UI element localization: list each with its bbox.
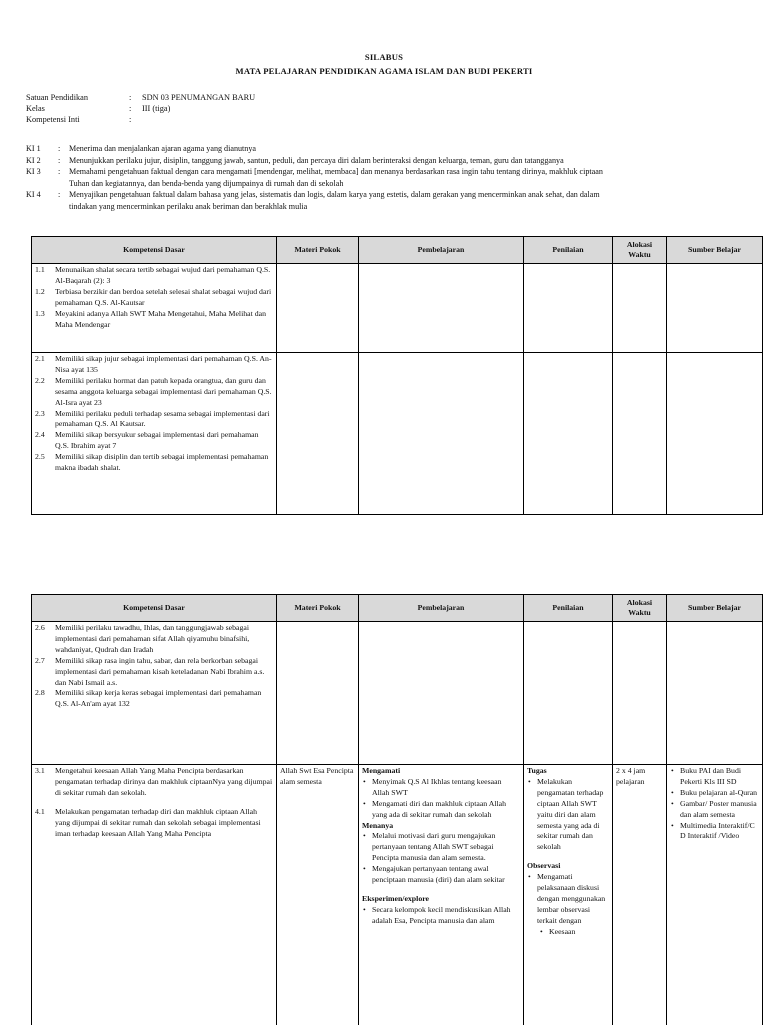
ki-text: Memahami pengetahuan faktual dengan cara mengamati [mendengar, melihat, membaca] dan menanya berdasarkan rasa ingin tahu tentang dirinya, makhluk ciptaan bbox=[69, 167, 603, 177]
penilaian-cell bbox=[524, 264, 613, 353]
header-kompetensi-dasar: Kompetensi Dasar bbox=[32, 237, 277, 264]
tugas-heading: Tugas bbox=[527, 766, 547, 775]
list-item: • Melakukan pengamatan terhadap ciptaan Allah SWT yaitu diri dan alam semesta yang ada di sekitar rumah dan sekolah bbox=[537, 777, 609, 853]
kd-number: 2.3 bbox=[35, 408, 45, 418]
table-row bbox=[32, 765, 763, 1025]
kd-text: Memiliki perilaku peduli terhadap sesama sebagai implementasi dari pemahaman Q.S. Al Kautsar. bbox=[55, 408, 270, 429]
list-item: • Mengamati pelaksanaan diskusi dengan menggunakan lembar observasi terkait dengan bbox=[537, 872, 609, 927]
syllabus-table-1 bbox=[31, 236, 763, 515]
list-item: • Mengajukan pertanyaan tentang awal penciptaan manusia (diri) dan alam sekitar bbox=[372, 864, 520, 886]
pembelajaran-cell bbox=[359, 264, 524, 353]
kd-item bbox=[35, 265, 273, 287]
kd-text: Memiliki perilaku hormat dan patuh kepada orangtua, dan guru dan sesama anggota keluarga sebagai implementasi dari pemahaman Q.S. Al-Isra ayat 23 bbox=[55, 375, 272, 407]
ki-sep: : bbox=[58, 155, 61, 165]
kd-number: 4.1 bbox=[35, 806, 45, 816]
ki-row bbox=[26, 189, 746, 212]
alokasi-cell bbox=[613, 264, 667, 353]
meta-sep: : bbox=[129, 115, 132, 124]
table-row bbox=[32, 622, 763, 765]
kd-item bbox=[35, 430, 273, 452]
meta-key: Satuan Pendidikan bbox=[26, 93, 88, 102]
kd-number: 1.3 bbox=[35, 308, 45, 318]
kd-item bbox=[35, 376, 273, 409]
materi-cell bbox=[277, 353, 359, 515]
kd-item bbox=[35, 656, 273, 689]
materi-cell bbox=[277, 264, 359, 353]
kd-number: 1.2 bbox=[35, 286, 45, 296]
sumber-cell bbox=[667, 353, 763, 515]
penilaian-cell bbox=[524, 765, 613, 1025]
meta-row bbox=[26, 114, 255, 125]
sumber-cell bbox=[667, 622, 763, 765]
ki-text: tindakan yang mencerminkan perilaku anak beriman dan berakhlak mulia bbox=[69, 201, 308, 211]
doc-subtitle: MATA PELAJARAN PENDIDIKAN AGAMA ISLAM DAN BUDI PEKERTI bbox=[235, 66, 533, 76]
ki-key: KI 3 bbox=[26, 167, 41, 177]
kd-number: 2.6 bbox=[35, 623, 45, 632]
alokasi-cell bbox=[613, 353, 667, 515]
kd-text: Memiliki sikap disiplin dan tertib sebagai implementasi pemahaman makna ibadah shalat. bbox=[55, 452, 269, 473]
kd-item bbox=[35, 623, 273, 656]
kd-item bbox=[35, 354, 273, 376]
observasi-heading: Observasi bbox=[527, 861, 561, 871]
eksperimen-heading: Eksperimen/explore bbox=[362, 893, 429, 903]
header-penilaian: Penilaian bbox=[524, 237, 613, 264]
meta-row bbox=[26, 103, 255, 114]
kd-cell bbox=[32, 264, 277, 353]
identity-block bbox=[26, 92, 255, 125]
kompetensi-inti-list bbox=[26, 143, 746, 213]
list-item: • Secara kelompok kecil mendiskusikan Allah adalah Esa, Pencipta manusia dan alam bbox=[372, 905, 520, 927]
penilaian-cell bbox=[524, 353, 613, 515]
mengamati-heading: Mengamati bbox=[362, 766, 401, 775]
table-row bbox=[32, 264, 763, 353]
syllabus-table-2 bbox=[31, 594, 763, 1025]
ki-sep: : bbox=[58, 167, 61, 177]
kd-number: 3.1 bbox=[35, 766, 45, 775]
header-pembelajaran: Pembelajaran bbox=[359, 595, 524, 622]
ki-key: KI 2 bbox=[26, 155, 41, 165]
alokasi-waktu-text: 2 x 4 jam pelajaran bbox=[616, 766, 646, 786]
meta-sep: : bbox=[129, 93, 132, 102]
kd-text: Terbiasa berzikir dan berdoa setelah selesai shalat sebagai wujud dari pemahaman Q.S. Al-Kautsar bbox=[55, 286, 272, 307]
meta-key: Kelas bbox=[26, 104, 45, 113]
kd-item bbox=[35, 287, 273, 309]
kd-number: 2.7 bbox=[35, 655, 45, 665]
kd-number: 2.1 bbox=[35, 354, 45, 363]
meta-sep: : bbox=[129, 104, 132, 113]
header-materi-pokok: Materi Pokok bbox=[277, 237, 359, 264]
menanya-heading: Menanya bbox=[362, 820, 394, 830]
list-item: • Melalui motivasi dari guru mengajukan pertanyaan tentang Allah SWT sebagai Pencipta manusia dan alam semesta. bbox=[372, 831, 520, 864]
list-item: • Mengamati diri dan makhluk ciptaan Allah yang ada di sekitar rumah dan sekolah bbox=[372, 799, 520, 821]
alokasi-cell bbox=[613, 765, 667, 1025]
kd-item bbox=[35, 309, 273, 331]
list-item: • Buku PAI dan Budi Pekerti Kls III SD bbox=[680, 766, 759, 788]
meta-key: Kompetensi Inti bbox=[26, 115, 80, 124]
header-sumber-belajar: Sumber Belajar bbox=[667, 595, 763, 622]
ki-key: KI 4 bbox=[26, 190, 41, 200]
list-item: • Multimedia Interaktif/C D Interaktif /Video bbox=[680, 821, 759, 843]
header-alokasi-waktu: Alokasi Waktu bbox=[613, 237, 667, 264]
alokasi-cell bbox=[613, 622, 667, 765]
materi-pokok-text: Allah Swt Esa Pencipta alam semesta bbox=[280, 766, 354, 786]
kd-cell bbox=[32, 622, 277, 765]
kd-cell bbox=[32, 353, 277, 515]
kd-item bbox=[35, 807, 273, 840]
kd-text: Memiliki sikap rasa ingin tahu, sabar, dan rela berkorban sebagai implementasi dari pemahaman kisah keteladanan Nabi Ibrahim a.s. dan Nabi Ismail a.s. bbox=[55, 655, 265, 687]
materi-cell bbox=[277, 622, 359, 765]
kd-number: 2.2 bbox=[35, 375, 45, 385]
kd-item bbox=[35, 688, 273, 710]
doc-title: SILABUS bbox=[364, 52, 404, 62]
kd-number: 2.5 bbox=[35, 452, 45, 462]
kd-text: Meyakini adanya Allah SWT Maha Mengetahui, Maha Melihat dan Maha Mendengar bbox=[55, 308, 266, 329]
header-kompetensi-dasar: Kompetensi Dasar bbox=[32, 595, 277, 622]
sumber-cell bbox=[667, 765, 763, 1025]
kd-cell bbox=[32, 765, 277, 1025]
ki-row bbox=[26, 143, 746, 155]
kd-text: Melakukan pengamatan terhadap diri dan makhluk ciptaan Allah yang dijumpai di sekitar rumah dan sekolah sebagai implementasi iman terhadap keesaan Allah Yang Maha Pencipta bbox=[55, 806, 261, 838]
kd-text: Memiliki perilaku tawadhu, Ihlas, dan tanggungjawab sebagai implementasi dari pemahaman sifat Allah qiyamuhu binafsihi, wahdaniyat, Qudrah dan Iradah bbox=[55, 623, 250, 654]
header-materi-pokok: Materi Pokok bbox=[277, 595, 359, 622]
pembelajaran-cell bbox=[359, 353, 524, 515]
header-pembelajaran: Pembelajaran bbox=[359, 237, 524, 264]
table-row bbox=[32, 353, 763, 515]
header-alokasi-waktu: Alokasi Waktu bbox=[613, 595, 667, 622]
list-item: • Gambar/ Poster manusia dan alam semesta bbox=[680, 799, 759, 821]
ki-key: KI 1 bbox=[26, 144, 41, 153]
meta-value: III (tiga) bbox=[142, 104, 171, 113]
kd-text: Memiliki sikap bersyukur sebagai implementasi dari pemahaman Q.S. Ibrahim ayat 7 bbox=[55, 430, 259, 451]
kd-number: 2.8 bbox=[35, 688, 45, 698]
ki-row bbox=[26, 155, 746, 167]
ki-text: Menunjukkan perilaku jujur, disiplin, tanggung jawab, santun, peduli, dan percaya diri dalam berinteraksi dengan keluarga, teman, guru dan tatangganya bbox=[69, 155, 564, 165]
meta-row bbox=[26, 92, 255, 103]
header-penilaian: Penilaian bbox=[524, 595, 613, 622]
ki-sep: : bbox=[58, 144, 61, 153]
meta-value: SDN 03 PENUMANGAN BARU bbox=[142, 93, 256, 102]
list-item: • Menyimak Q.S Al Ikhlas tentang keesaan Allah SWT bbox=[372, 777, 520, 799]
kd-text: Memiliki sikap jujur sebagai implementasi dari pemahaman Q.S. An-Nisa ayat 135 bbox=[55, 354, 272, 374]
sumber-cell bbox=[667, 264, 763, 353]
kd-item bbox=[35, 766, 273, 799]
materi-cell bbox=[277, 765, 359, 1025]
pembelajaran-cell bbox=[359, 765, 524, 1025]
kd-number: 2.4 bbox=[35, 430, 45, 440]
ki-sep: : bbox=[58, 190, 61, 200]
kd-text: Memiliki sikap kerja keras sebagai implementasi dari pemahaman Q.S. Al-An'am ayat 132 bbox=[55, 688, 262, 709]
kd-text: Mengetahui keesaan Allah Yang Maha Pencipta berdasarkan pengamatan terhadap dirinya dan makhluk ciptaanNya yang dijumpai di sekitar rumah dan sekolah. bbox=[55, 766, 273, 797]
pembelajaran-cell bbox=[359, 622, 524, 765]
ki-text: Tuhan dan kegiatannya, dan benda-benda yang dijumpainya di rumah dan di sekolah bbox=[69, 178, 344, 188]
list-item: • Keesaan bbox=[549, 927, 609, 938]
ki-row bbox=[26, 166, 746, 189]
kd-item bbox=[35, 452, 273, 474]
ki-text: Menyajikan pengetahuan faktual dalam bahasa yang jelas, sistematis dan logis, dalam karya yang estetis, dalam gerakan yang mencerminkan anak sehat, dan dalam bbox=[69, 190, 600, 200]
penilaian-cell bbox=[524, 622, 613, 765]
ki-text: Menerima dan menjalankan ajaran agama yang dianutnya bbox=[69, 144, 256, 153]
list-item: • Buku pelajaran al-Quran bbox=[680, 788, 759, 799]
kd-item bbox=[35, 409, 273, 431]
header-sumber-belajar: Sumber Belajar bbox=[667, 237, 763, 264]
kd-text: Menunaikan shalat secara tertib sebagai wujud dari pemahaman Q.S. Al-Baqarah (2): 3 bbox=[55, 265, 271, 285]
kd-number: 1.1 bbox=[35, 265, 45, 274]
